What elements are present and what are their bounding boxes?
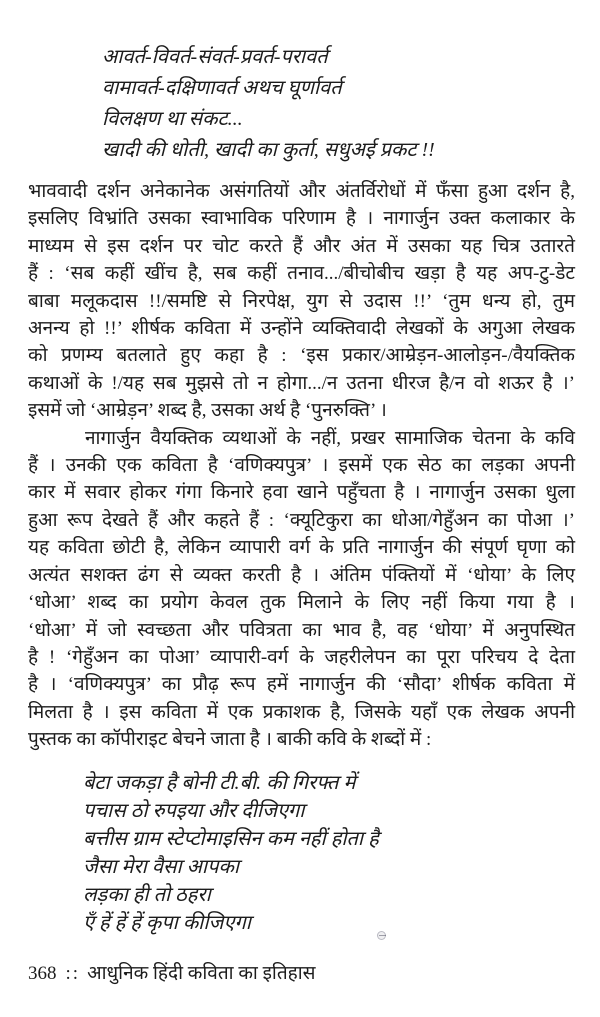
book-title: आधुनिक हिंदी कविता का इतिहास (87, 963, 316, 984)
text-line: विलक्षण था संकट... (102, 108, 243, 130)
text-line: बाबा मलूकदास !!/समष्टि से निरपेक्ष, युग से उदास !!’ ‘तुम धन्य हो, तुम (28, 290, 575, 312)
text-line: ‘धोआ’ शब्द का प्रयोग केवल तुक मिलाने के लिए नहीं किया गया है । (28, 592, 575, 614)
text-line: मिलता है । इस कविता में एक प्रकाशक है, जिसके यहाँ एक लेखक अपनी (28, 701, 575, 723)
prose-body (28, 178, 575, 754)
text-line: अनन्य हो !!’ शीर्षक कविता में उन्होंने व्यक्तिवादी लेखकों के अगुआ लेखक (28, 318, 575, 340)
text-line: आवर्त-विवर्त-संवर्त-प्रवर्त-परावर्त (102, 46, 328, 68)
page-footer (28, 961, 316, 987)
text-line: माध्यम से इस दर्शन पर चोट करते हैं और अंत में उसका यह चित्र उतारते (28, 235, 575, 257)
footer-separator: :: (65, 963, 81, 984)
page-number: 368 (28, 963, 57, 984)
text-line: हैं । उनकी एक कविता है ‘वणिक्यपुत्र’ । इसमें एक सेठ का लड़का अपनी (28, 455, 575, 477)
paragraph-1 (28, 178, 575, 425)
text-line: खादी की धोती, खादी का कुर्ता, सधुअई प्रकट !! (102, 139, 435, 161)
text-line: वामावर्त-दक्षिणावर्त अथच घूर्णावर्त (102, 77, 342, 99)
text-line: हैं : ‘सब कहीं खींच है, सब कहीं तनाव.../बीचोबीच खड़ा है यह अप-टु-डेट (28, 263, 575, 285)
verse-block-bottom (83, 769, 575, 937)
text-line: यह कविता छोटी है, लेकिन व्यापारी वर्ग के प्रति नागार्जुन की संपूर्ण घृणा को (28, 537, 575, 559)
text-line: पचास ठो रुपइया और दीजिएगा (83, 799, 305, 822)
text-line: पुस्तक का कॉपीराइट बेचने जाता है । बाकी कवि के शब्दों में : (28, 729, 432, 751)
text-line: इसमें जो ‘आम्रेड़न’ शब्द है, उसका अर्थ है ‘पुनरुक्ति’ । (28, 400, 387, 422)
scan-smudge-artifact (377, 931, 386, 940)
verse-block-top (102, 42, 575, 166)
text-line: है ! ‘गेहुँअन का पोआ’ व्यापारी-वर्ग के जहरीलेपन का पूरा परिचय दे देता (28, 646, 575, 668)
text-line: इसलिए विभ्रांति उसका स्वाभाविक परिणाम है । नागार्जुन उक्त कलाकार के (28, 208, 575, 230)
text-line: बत्तीस ग्राम स्टेप्टोमाइसिन कम नहीं होता है (83, 827, 379, 850)
text-line: बेटा जकड़ा है बोनी टी.बी. की गिरफ्त में (83, 771, 356, 794)
text-line: ‘धोआ’ में जो स्वच्छता और पवित्रता का भाव है, वह ‘धोया’ में अनुपस्थित (28, 619, 575, 641)
text-line: कथाओं के !/यह सब मुझसे तो न होगा.../न उतना धीरज है/न वो शऊर है ।’ (28, 372, 575, 394)
text-line: एँ हें हें हें कृपा कीजिएगा (83, 911, 251, 934)
text-line: नागार्जुन वैयक्तिक व्यथाओं के नहीं, प्रखर सामाजिक चेतना के कवि (85, 427, 575, 449)
text-line: कार में सवार होकर गंगा किनारे हवा खाने पहुँचता है । नागार्जुन उसका धुला (28, 482, 575, 504)
text-line: भाववादी दर्शन अनेकानेक असंगतियों और अंतर्विरोधों में फँसा हुआ दर्शन है, (28, 181, 575, 202)
paragraph-2 (28, 425, 575, 754)
text-line: हुआ रूप देखते हैं और कहते हैं : ‘क्यूटिकुरा का धोआ/गेहुँअन का पोआ ।’ (28, 509, 575, 531)
text-line: जैसा मेरा वैसा आपका (83, 855, 240, 878)
text-line: को प्रणम्य बतलाते हुए कहा है : ‘इस प्रकार/आम्रेड़न-आलोड़न-/वैयक्तिक (28, 345, 575, 367)
text-line: लड़का ही तो ठहरा (83, 883, 211, 906)
text-line: है । ‘वणिक्यपुत्र’ का प्रौढ़ रूप हमें नागार्जुन की ‘सौदा’ शीर्षक कविता में (28, 674, 575, 696)
text-line: अत्यंत सशक्त ढंग से व्यक्त करती है । अंतिम पंक्तियों में ‘धोया’ के लिए (28, 564, 575, 586)
